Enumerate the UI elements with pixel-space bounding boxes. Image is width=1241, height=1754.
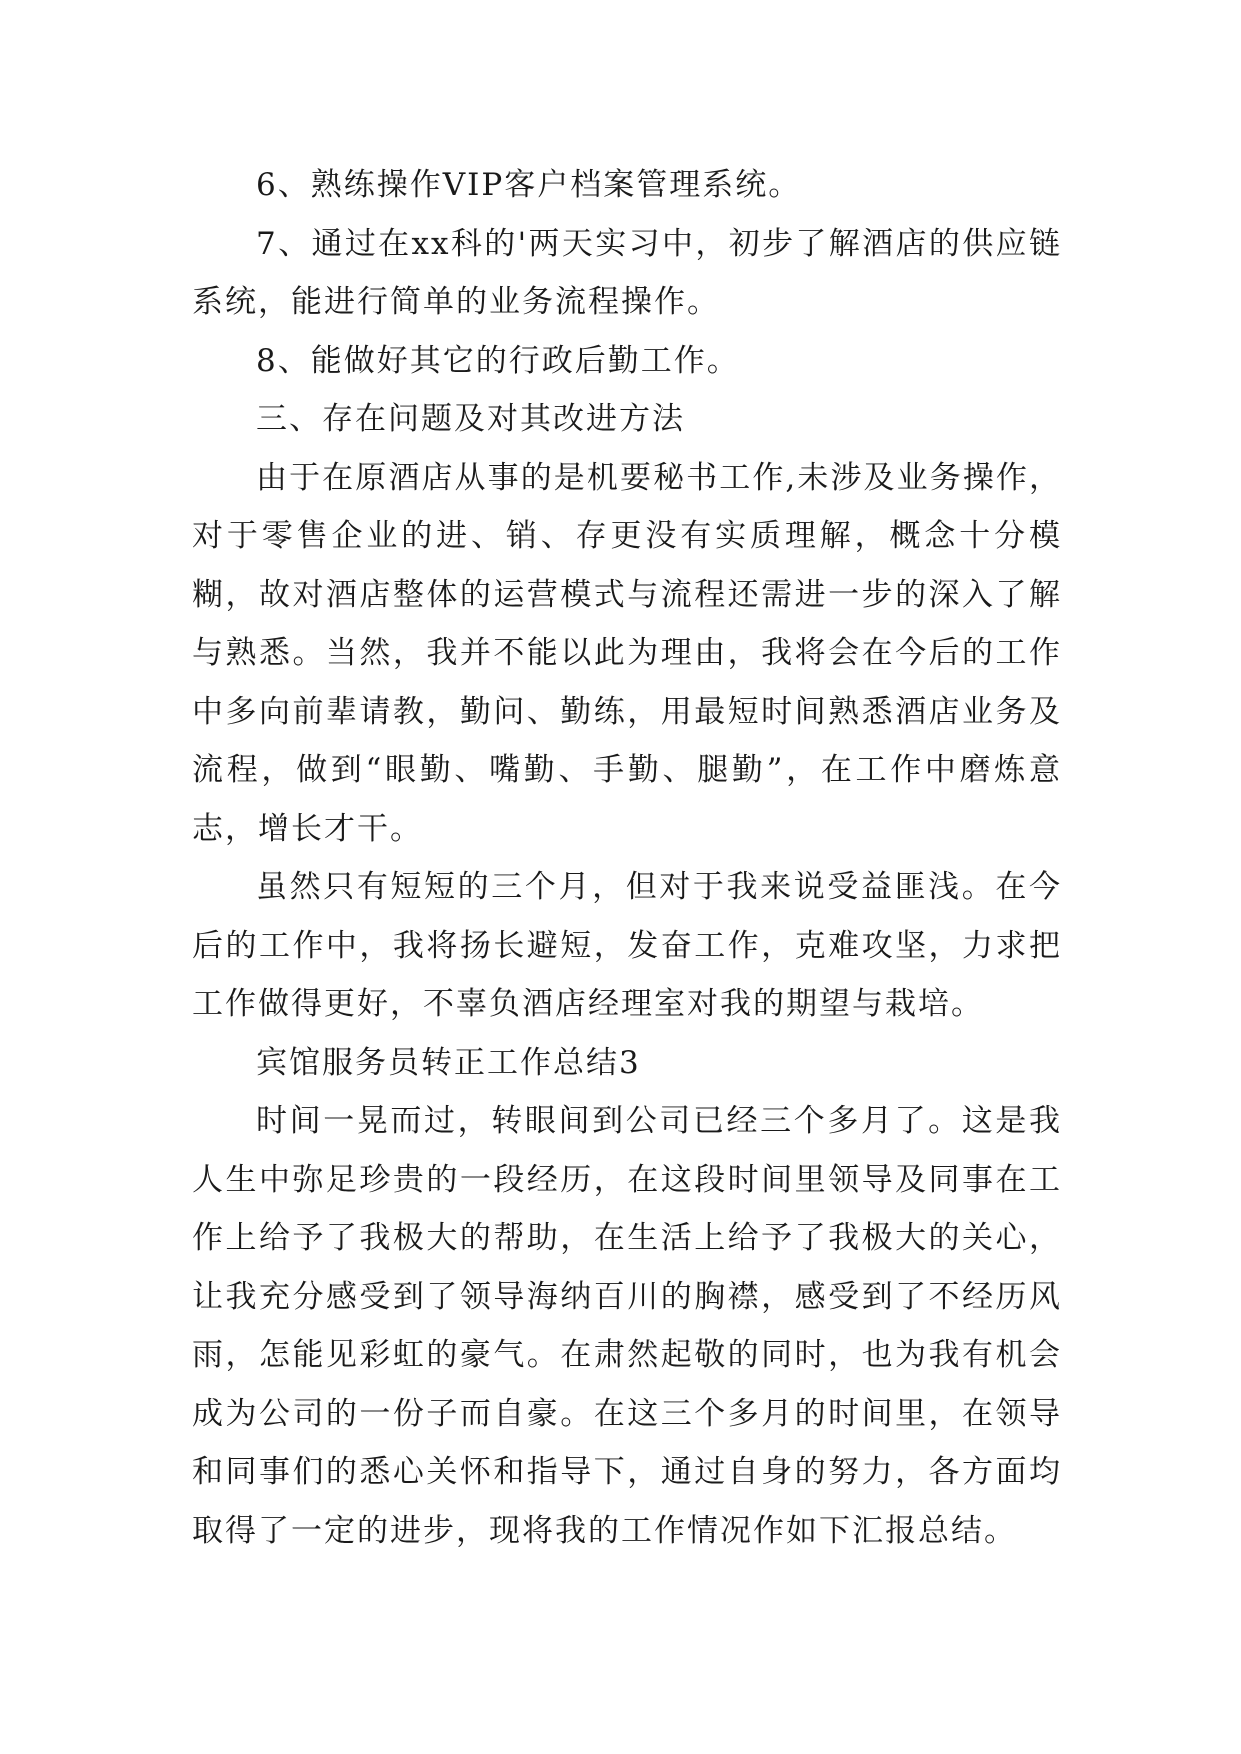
list-item-7: 7、通过在xx科的'两天实习中，初步了解酒店的供应链系统，能进行简单的业务流程操作。	[192, 225, 1062, 320]
paragraph-problems: 由于在原酒店从事的是机要秘书工作,未涉及业务操作，对于零售企业的进、销、存更没有实质理解，概念十分模糊，故对酒店整体的运营模式与流程还需进一步的深入了解与熟悉。当然，我并不能以此为理由，我将会在今后的工作中多向前辈请教，勤问、勤练，用最短时间熟悉酒店业务及流程，做到“眼勤、嘴勤、手勤、腿勤”，在工作中磨炼意志，增长才干。	[192, 459, 1062, 847]
document-body	[192, 156, 1062, 1560]
list-item-8: 8、能做好其它的行政后勤工作。	[256, 342, 740, 379]
paragraph-summary-intro: 时间一晃而过，转眼间到公司已经三个多月了。这是我人生中弥足珍贵的一段经历，在这段时间里领导及同事在工作上给予了我极大的帮助，在生活上给予了我极大的关心，让我充分感受到了领导海纳百川的胸襟，感受到了不经历风雨，怎能见彩虹的豪气。在肃然起敬的同时，也为我有机会成为公司的一份子而自豪。在这三个多月的时间里，在领导和同事们的悉心关怀和指导下，通过自身的努力，各方面均取得了一定的进步，现将我的工作情况作如下汇报总结。	[192, 1103, 1062, 1549]
section-heading-problems: 三、存在问题及对其改进方法	[256, 401, 685, 437]
section-title-summary-3: 宾馆服务员转正工作总结3	[256, 1044, 641, 1081]
paragraph-conclusion: 虽然只有短短的三个月，但对于我来说受益匪浅。在今后的工作中，我将扬长避短，发奋工作，克难攻坚，力求把工作做得更好，不辜负酒店经理室对我的期望与栽培。	[192, 869, 1062, 1022]
list-item-6: 6、熟练操作VIP客户档案管理系统。	[256, 167, 802, 203]
